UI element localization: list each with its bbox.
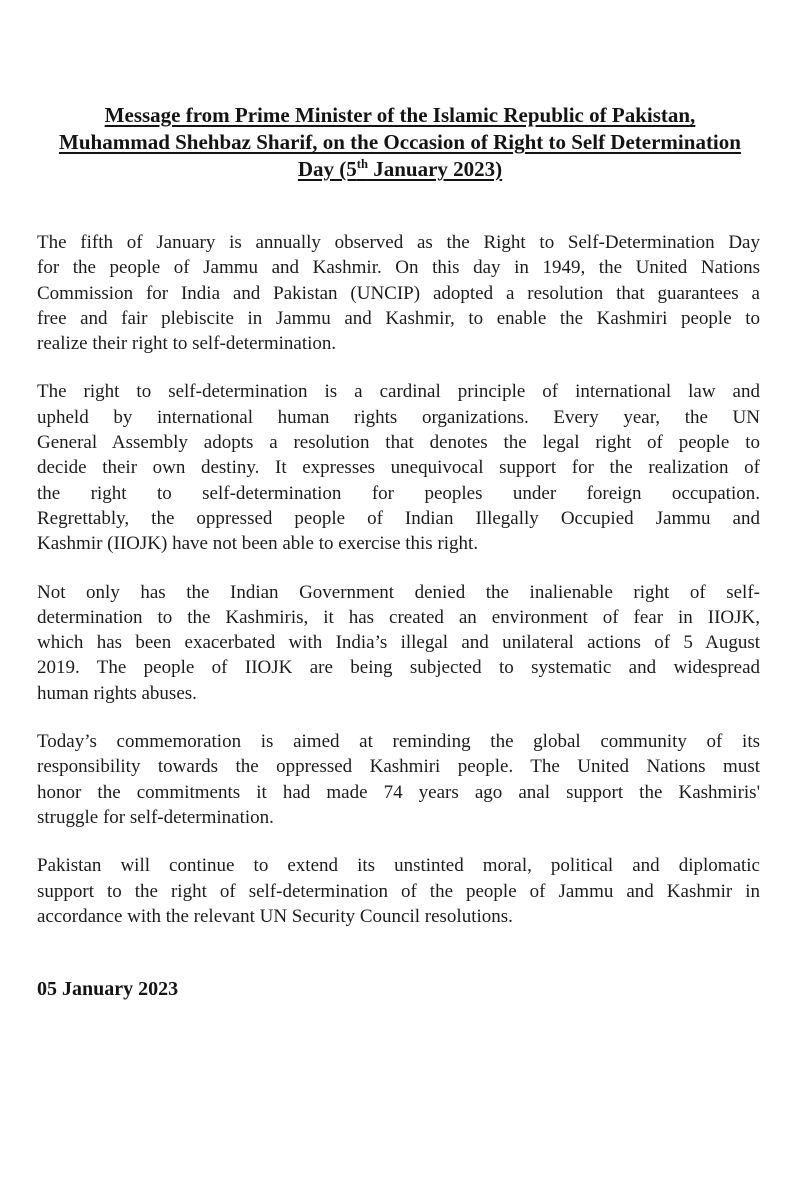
paragraph-line: free and fair plebiscite in Jammu and Kashmir, to enable the Kashmiri people to [37,307,760,329]
paragraph-line: responsibility towards the oppressed Kashmiri people. The United Nations must [37,756,760,778]
paragraph-line: accordance with the relevant UN Security Council resolutions. [37,905,513,927]
paragraph-line: Commission for India and Pakistan (UNCIP) adopted a resolution that guarantees a [37,282,760,304]
title-ordinal-superscript: th [356,157,368,171]
paragraph-line: determination to the Kashmiris, it has created an environment of fear in IIOJK, [37,606,760,628]
paragraph-line: upheld by international human rights organizations. Every year, the UN [37,406,760,428]
paragraph-line: The right to self-determination is a cardinal principle of international law and [37,381,760,403]
paragraph-1 [37,230,760,356]
paragraph-line: the right to self-determination for peoples under foreign occupation. [37,482,760,504]
paragraph-4 [37,729,760,830]
title-line-3 [0,156,800,183]
paragraph-line: General Assembly adopts a resolution that denotes the legal right of people to [37,432,760,454]
paragraph-line: Regrettably, the oppressed people of Indian Illegally Occupied Jammu and [37,507,760,529]
paragraph-line: 2019. The people of IIOJK are being subjected to systematic and widespread [37,657,760,679]
paragraph-line: which has been exacerbated with India’s illegal and unilateral actions of 5 August [37,632,760,654]
paragraph-line: Pakistan will continue to extend its unstinted moral, political and diplomatic [37,855,760,877]
paragraph-line: realize their right to self-determination. [37,333,337,355]
paragraph-line: struggle for self-determination. [37,806,274,828]
paragraph-line: Today’s commemoration is aimed at reminding the global community of its [37,731,760,753]
document-body [37,230,760,1002]
paragraph-line: support to the right of self-determination of the people of Jammu and Kashmir in [37,880,760,902]
paragraph-2 [37,379,760,556]
paragraph-line: for the people of Jammu and Kashmir. On this day in 1949, the United Nations [37,257,760,279]
paragraph-line: decide their own destiny. It expresses unequivocal support for the realization of [37,457,760,479]
paragraph-line: The fifth of January is annually observed as the Right to Self-Determination Day [37,232,760,253]
paragraph-line: human rights abuses. [37,682,197,704]
paragraph-line: Not only has the Indian Government denied the inalienable right of self- [37,581,760,603]
title-line-2: Muhammad Shehbaz Sharif, on the Occasion of Right to Self Determination [59,130,741,154]
paragraph-line: honor the commitments it had made 74 years ago anal support the Kashmiris' [37,781,760,803]
title-line-1: Message from Prime Minister of the Islamic Republic of Pakistan, [104,103,696,127]
paragraph-line: Kashmir (IIOJK) have not been able to exercise this right. [37,533,479,555]
paragraph-5 [37,853,760,929]
title-line-3-suffix: January 2023) [367,157,503,181]
paragraph-3 [37,580,760,706]
date-line: 05 January 2023 [37,978,179,1001]
document-title [0,0,800,183]
title-line-3-prefix: Day (5 [297,157,357,181]
